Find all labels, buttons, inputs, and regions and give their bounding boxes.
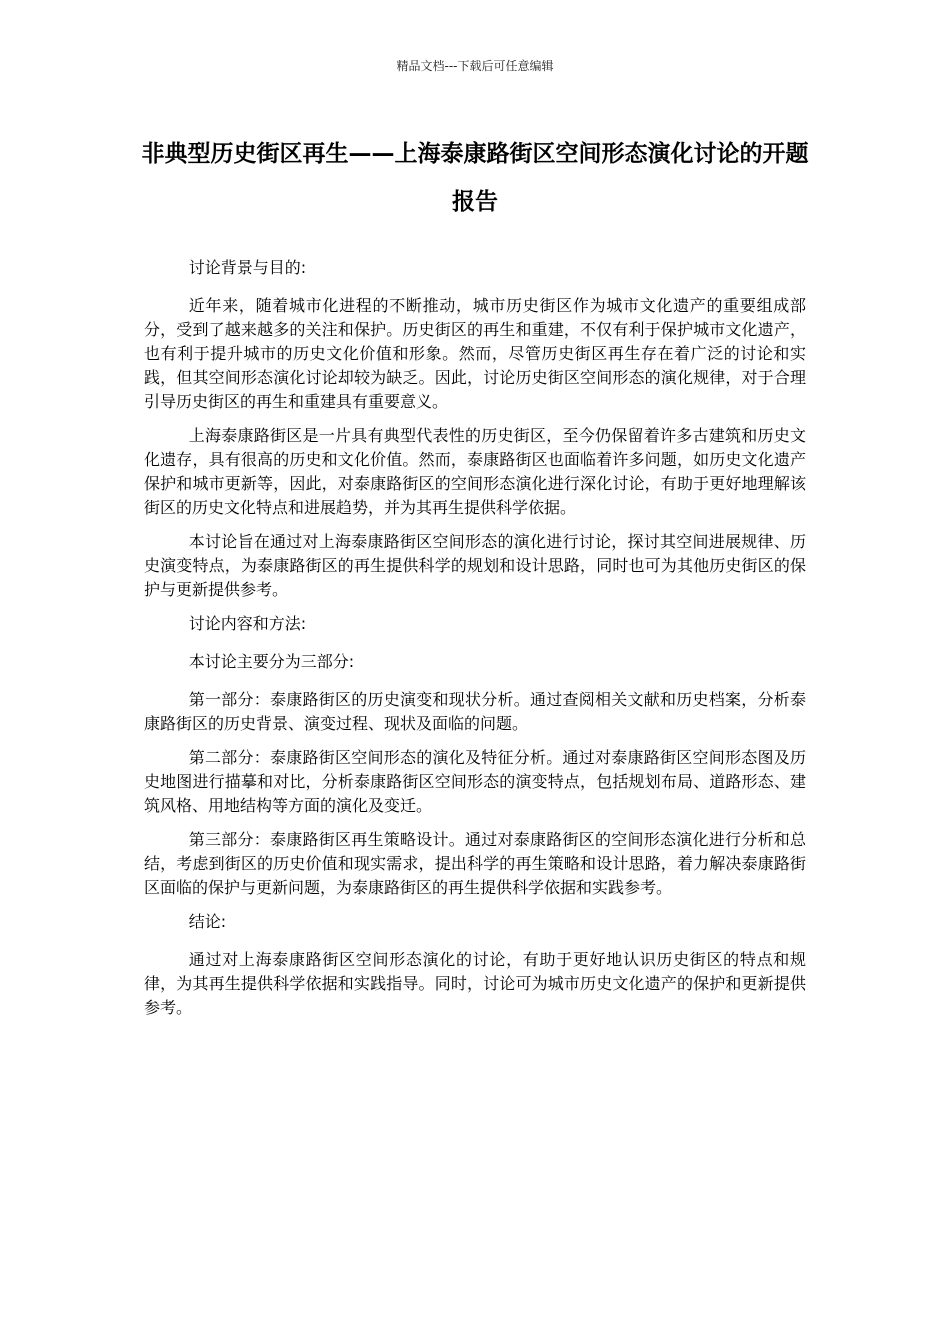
document-title: 非典型历史街区再生——上海泰康路街区空间形态演化讨论的开题报告 — [141, 141, 809, 215]
paragraph-background-3: 本讨论旨在通过对上海泰康路街区空间形态的演化进行讨论，探讨其空间进展规律、历史演变特点，为泰康路街区的再生提供科学的规划和设计思路，同时也可为其他历史街区的保护与更新提供参考。 — [144, 532, 806, 599]
paragraph-background-1: 近年来，随着城市化进程的不断推动，城市历史街区作为城市文化遗产的重要组成部分，受到了越来越多的关注和保护。历史街区的再生和重建，不仅有利于保护城市文化遗产，也有利于提升城市的历史文化价值和形象。然而，尽管历史街区再生存在着广泛的讨论和实践，但其空间形态演化讨论却较为缺乏。因此，讨论历史街区空间形态的演化规律，对于合理引导历史街区的再生和重建具有重要意义。 — [144, 296, 806, 411]
paragraph-background-2: 上海泰康路街区是一片具有典型代表性的历史街区，至今仍保留着许多古建筑和历史文化遗存，具有很高的历史和文化价值。然而，泰康路街区也面临着许多问题，如历史文化遗产保护和城市更新等，因此，对泰康路街区的空间形态演化进行深化讨论，有助于更好地理解该街区的历史文化特点和进展趋势，并为其再生提供科学依据。 — [144, 426, 806, 517]
section-heading-content-methods: 讨论内容和方法: — [188, 614, 307, 633]
document-body — [144, 256, 806, 1030]
section-heading-conclusion: 结论: — [188, 912, 227, 931]
paragraph-conclusion: 通过对上海泰康路街区空间形态演化的讨论，有助于更好地认识历史街区的特点和规律，为其再生提供科学依据和实践指导。同时，讨论可为城市历史文化遗产的保护和更新提供参考。 — [144, 950, 806, 1017]
header-note: 精品文档---下载后可任意编辑 — [396, 59, 554, 73]
paragraph-part-one: 第一部分：泰康路街区的历史演变和现状分析。通过查阅相关文献和历史档案，分析泰康路街区的历史背景、演变过程、现状及面临的问题。 — [144, 690, 806, 733]
paragraph-part-three: 第三部分：泰康路街区再生策略设计。通过对泰康路街区的空间形态演化进行分析和总结，考虑到街区的历史价值和现实需求，提出科学的再生策略和设计思路，着力解决泰康路街区面临的保护与更新问题，为泰康路街区的再生提供科学依据和实践参考。 — [144, 830, 806, 897]
paragraph-part-two: 第二部分：泰康路街区空间形态的演化及特征分析。通过对泰康路街区空间形态图及历史地图进行描摹和对比，分析泰康路街区空间形态的演变特点，包括规划布局、道路形态、建筑风格、用地结构等方面的演化及变迁。 — [144, 748, 806, 815]
section-heading-background: 讨论背景与目的: — [188, 258, 307, 277]
paragraph-overview: 本讨论主要分为三部分: — [188, 652, 355, 671]
